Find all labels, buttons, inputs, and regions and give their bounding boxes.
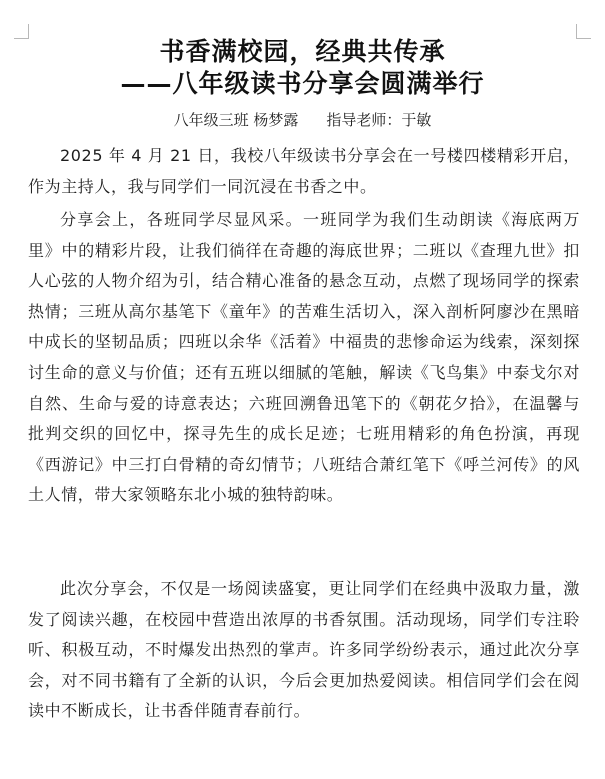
author-name: 八年级三班 杨梦露 — [173, 111, 299, 129]
document-title: 书香满校园，经典共传承 — [159, 37, 446, 66]
byline — [0, 108, 605, 132]
paragraph-intro: 2025 年 4 月 21 日，我校八年级读书分享会在一号楼四楼精彩开启，作为主持人，我与同学们一同沉浸在书香之中。 — [28, 146, 580, 196]
teacher-name: 指导老师：于敏 — [326, 111, 432, 129]
paragraph-sharing: 分享会上，各班同学尽显风采。一班同学为我们生动朗读《海底两万里》中的精彩片段，让我们徜徉在奇趣的海底世界；二班以《查理九世》扣人心弦的人物介绍为引，结合精心准备的悬念互动，点燃了现场同学的探索热情；三班从高尔基笔下《童年》的苦难生活切入，深入剖析阿廖沙在黑暗中成长的坚韧品质；四班以余华《活着》中福贵的悲惨命运为线索，深刻探讨生命的意义与价值；还有五班以细腻的笔触，解读《飞鸟集》中泰戈尔对自然、生命与爱的诗意表达；六班回溯鲁迅笔下的《朝花夕拾》，在温馨与批判交织的回忆中，探寻先生的成长足迹；七班用精彩的角色扮演，再现《西游记》中三打白骨精的奇幻情节；八班结合萧红笔下《呼兰河传》的风土人情，带大家领略东北小城的独特韵味。 — [28, 210, 580, 505]
paragraph-summary: 此次分享会，不仅是一场阅读盛宴，更让同学们在经典中汲取力量，激发了阅读兴趣，在校园中营造出浓厚的书香氛围。活动现场，同学们专注聆听、积极互动，不时爆发出热烈的掌声。许多同学纷纷表示，通过此次分享会，对不同书籍有了全新的认识，今后会更加热爱阅读。相信同学们会在阅读中不断成长，让书香伴随青春前行。 — [28, 579, 580, 721]
document-subtitle: ——八年级读书分享会圆满举行 — [120, 69, 485, 98]
